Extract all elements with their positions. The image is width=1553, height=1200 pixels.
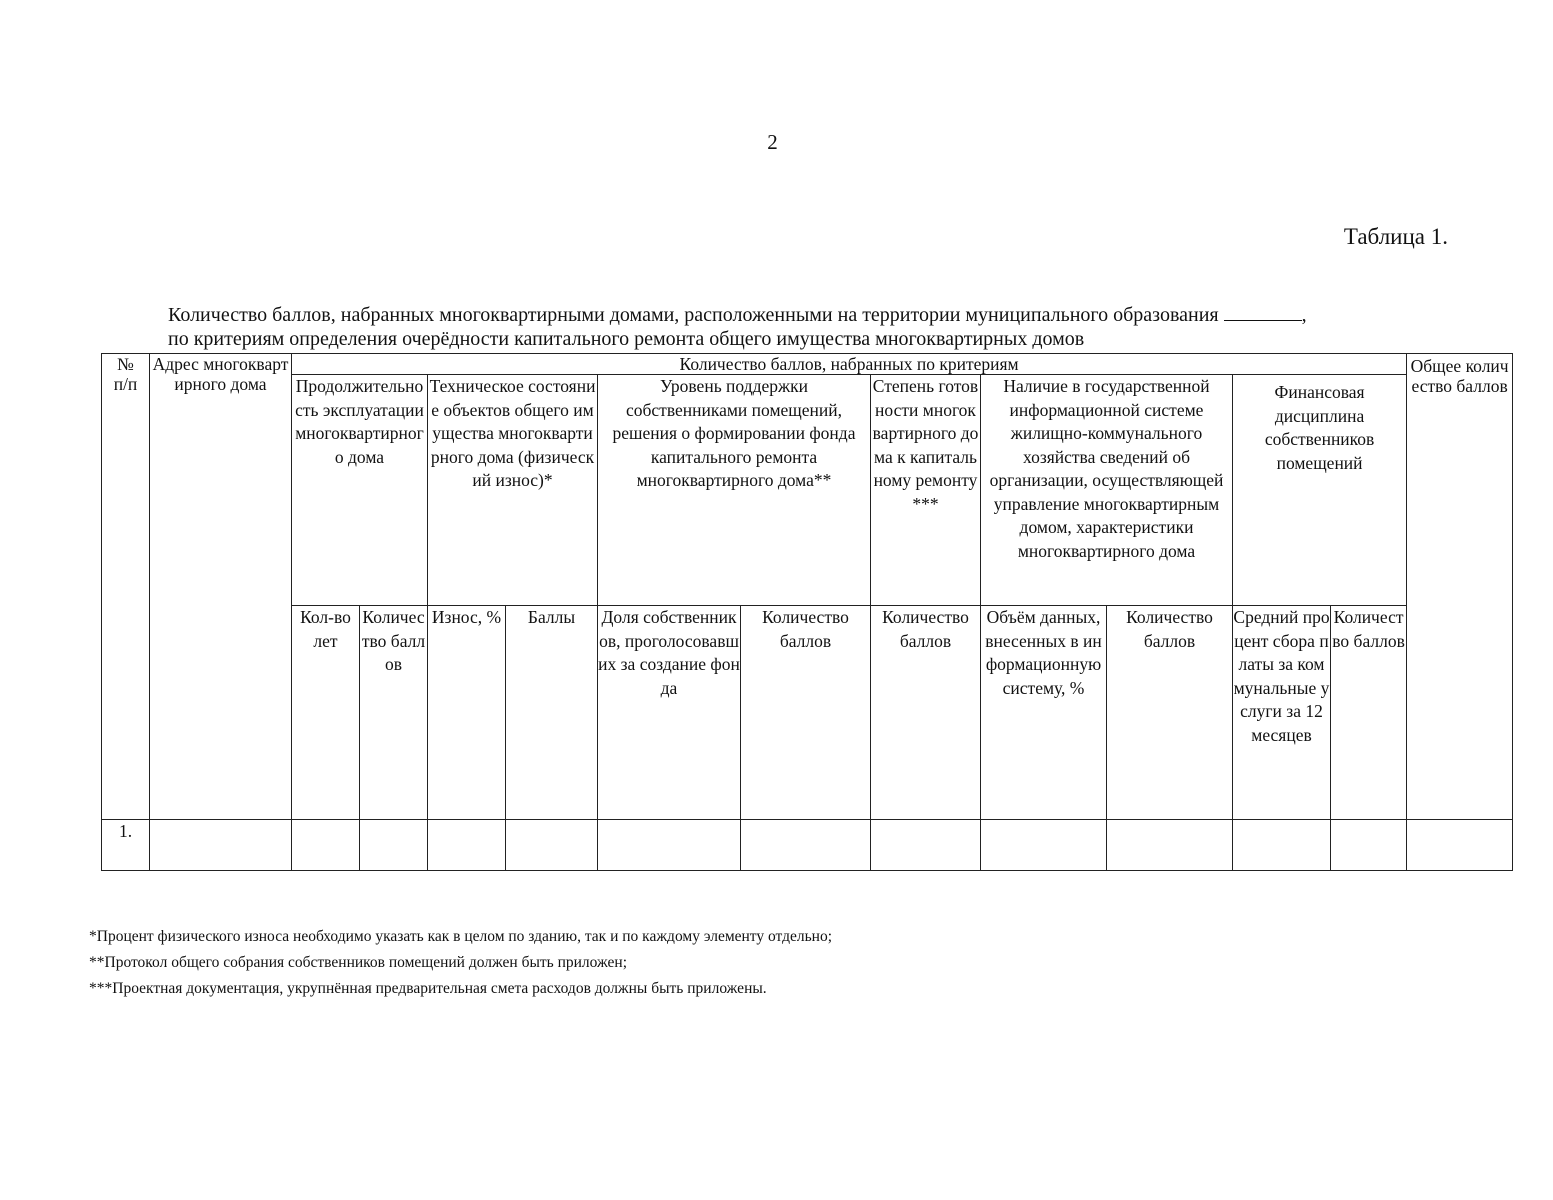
subheader-owners-share bbox=[598, 606, 741, 820]
subheader-support-points bbox=[741, 606, 871, 820]
subheader-gis-points-text: Количество баллов bbox=[1126, 607, 1213, 651]
header-address bbox=[150, 354, 292, 820]
subheader-readiness-points-text: Количество баллов bbox=[882, 607, 969, 651]
row-support-points-cell bbox=[741, 820, 871, 871]
header-address-text: Адрес многоквартирного дома bbox=[152, 354, 289, 394]
row-number-text: 1. bbox=[118, 821, 133, 841]
header-gis-text: Наличие в государственной информационной системе жилищно-коммунального хозяйства сведений об организации, осуществляющей управление многоквартирным домом, характеристики многоквартирного дома bbox=[989, 376, 1224, 561]
header-finance-text: Финансовая дисциплина собственников помещений bbox=[1264, 382, 1375, 473]
row-duration-points-cell bbox=[360, 820, 428, 871]
subheader-data-volume-text: Объём данных, внесенных в информационную систему, % bbox=[985, 607, 1102, 698]
subheader-support-points-text: Количество баллов bbox=[762, 607, 849, 651]
header-total bbox=[1407, 354, 1513, 820]
subheader-duration-points-text: Количество баллов bbox=[361, 607, 426, 674]
row-payment-rate-cell bbox=[1233, 820, 1331, 871]
header-gis bbox=[981, 375, 1233, 606]
footnote-3: ***Проектная документация, укрупнённая предварительная смета расходов должны быть приложены. bbox=[89, 980, 767, 997]
subheader-wear bbox=[428, 606, 506, 820]
header-support-text: Уровень поддержки собственниками помещений, решения о формировании фонда капитального ремонта многоквартирного дома** bbox=[612, 376, 856, 490]
footnote-2: **Протокол общего собрания собственников помещений должен быть приложен; bbox=[89, 954, 628, 971]
subheader-years bbox=[292, 606, 360, 820]
header-number bbox=[102, 354, 150, 820]
table-row bbox=[102, 820, 1513, 871]
header-number-text: № п/п bbox=[113, 354, 138, 394]
header-duration bbox=[292, 375, 428, 606]
row-finance-points-cell bbox=[1331, 820, 1407, 871]
municipality-blank bbox=[1224, 302, 1302, 321]
row-address-cell bbox=[150, 820, 292, 871]
subheader-readiness-points bbox=[871, 606, 981, 820]
row-readiness-points-cell bbox=[871, 820, 981, 871]
subheader-owners-share-text: Доля собственников, проголосовавших за создание фонда bbox=[598, 607, 740, 698]
header-technical-text: Техническое состояние объектов общего имущества многоквартирного дома (физический износ)* bbox=[429, 376, 596, 490]
row-wear-points-cell bbox=[506, 820, 598, 871]
caption-line-1 bbox=[168, 302, 1307, 327]
subheader-payment-rate bbox=[1233, 606, 1331, 820]
header-criteria-group bbox=[292, 354, 1407, 375]
caption-line-1-end: , bbox=[1301, 304, 1307, 326]
subheader-years-text: Кол-во лет bbox=[300, 607, 351, 651]
row-gis-points-cell bbox=[1107, 820, 1233, 871]
subheader-finance-points-text: Количество баллов bbox=[1332, 607, 1405, 651]
table-label: Таблица 1. bbox=[1343, 224, 1448, 249]
header-total-text: Общее количество баллов bbox=[1410, 356, 1509, 396]
header-readiness-text: Степень готовности многоквартирного дома к капитальному ремонту*** bbox=[872, 376, 979, 514]
caption-line-2: по критериям определения очерёдности капитального ремонта общего имущества многоквартирных домов bbox=[168, 328, 1085, 350]
row-wear-cell bbox=[428, 820, 506, 871]
header-technical bbox=[428, 375, 598, 606]
row-years-cell bbox=[292, 820, 360, 871]
subheader-data-volume bbox=[981, 606, 1107, 820]
criteria-table bbox=[101, 353, 1513, 871]
subheader-wear-text: Износ, % bbox=[431, 607, 502, 627]
subheader-duration-points bbox=[360, 606, 428, 820]
header-finance bbox=[1233, 375, 1407, 606]
page-number: 2 bbox=[767, 130, 778, 154]
subheader-payment-rate-text: Средний процент сбора платы за коммунальные услуги за 12 месяцев bbox=[1233, 607, 1330, 745]
row-data-volume-cell bbox=[981, 820, 1107, 871]
header-readiness bbox=[871, 375, 981, 606]
footnotes bbox=[89, 924, 832, 1002]
subheader-gis-points bbox=[1107, 606, 1233, 820]
subheader-finance-points bbox=[1331, 606, 1407, 820]
footnote-1: *Процент физического износа необходимо указать как в целом по зданию, так и по каждому элементу отдельно; bbox=[89, 928, 833, 945]
row-number-cell bbox=[102, 820, 150, 871]
header-criteria-group-text: Количество баллов, набранных по критериям bbox=[679, 354, 1019, 374]
header-duration-text: Продолжительность эксплуатации многоквартирного дома bbox=[295, 376, 424, 467]
header-support bbox=[598, 375, 871, 606]
subheader-wear-points bbox=[506, 606, 598, 820]
subheader-wear-points-text: Баллы bbox=[527, 607, 576, 627]
caption-line-1-text: Количество баллов, набранных многоквартирными домами, расположенными на территории муниципального образования bbox=[168, 304, 1219, 326]
row-owners-share-cell bbox=[598, 820, 741, 871]
row-total-cell bbox=[1407, 820, 1513, 871]
table-caption bbox=[168, 302, 1307, 351]
